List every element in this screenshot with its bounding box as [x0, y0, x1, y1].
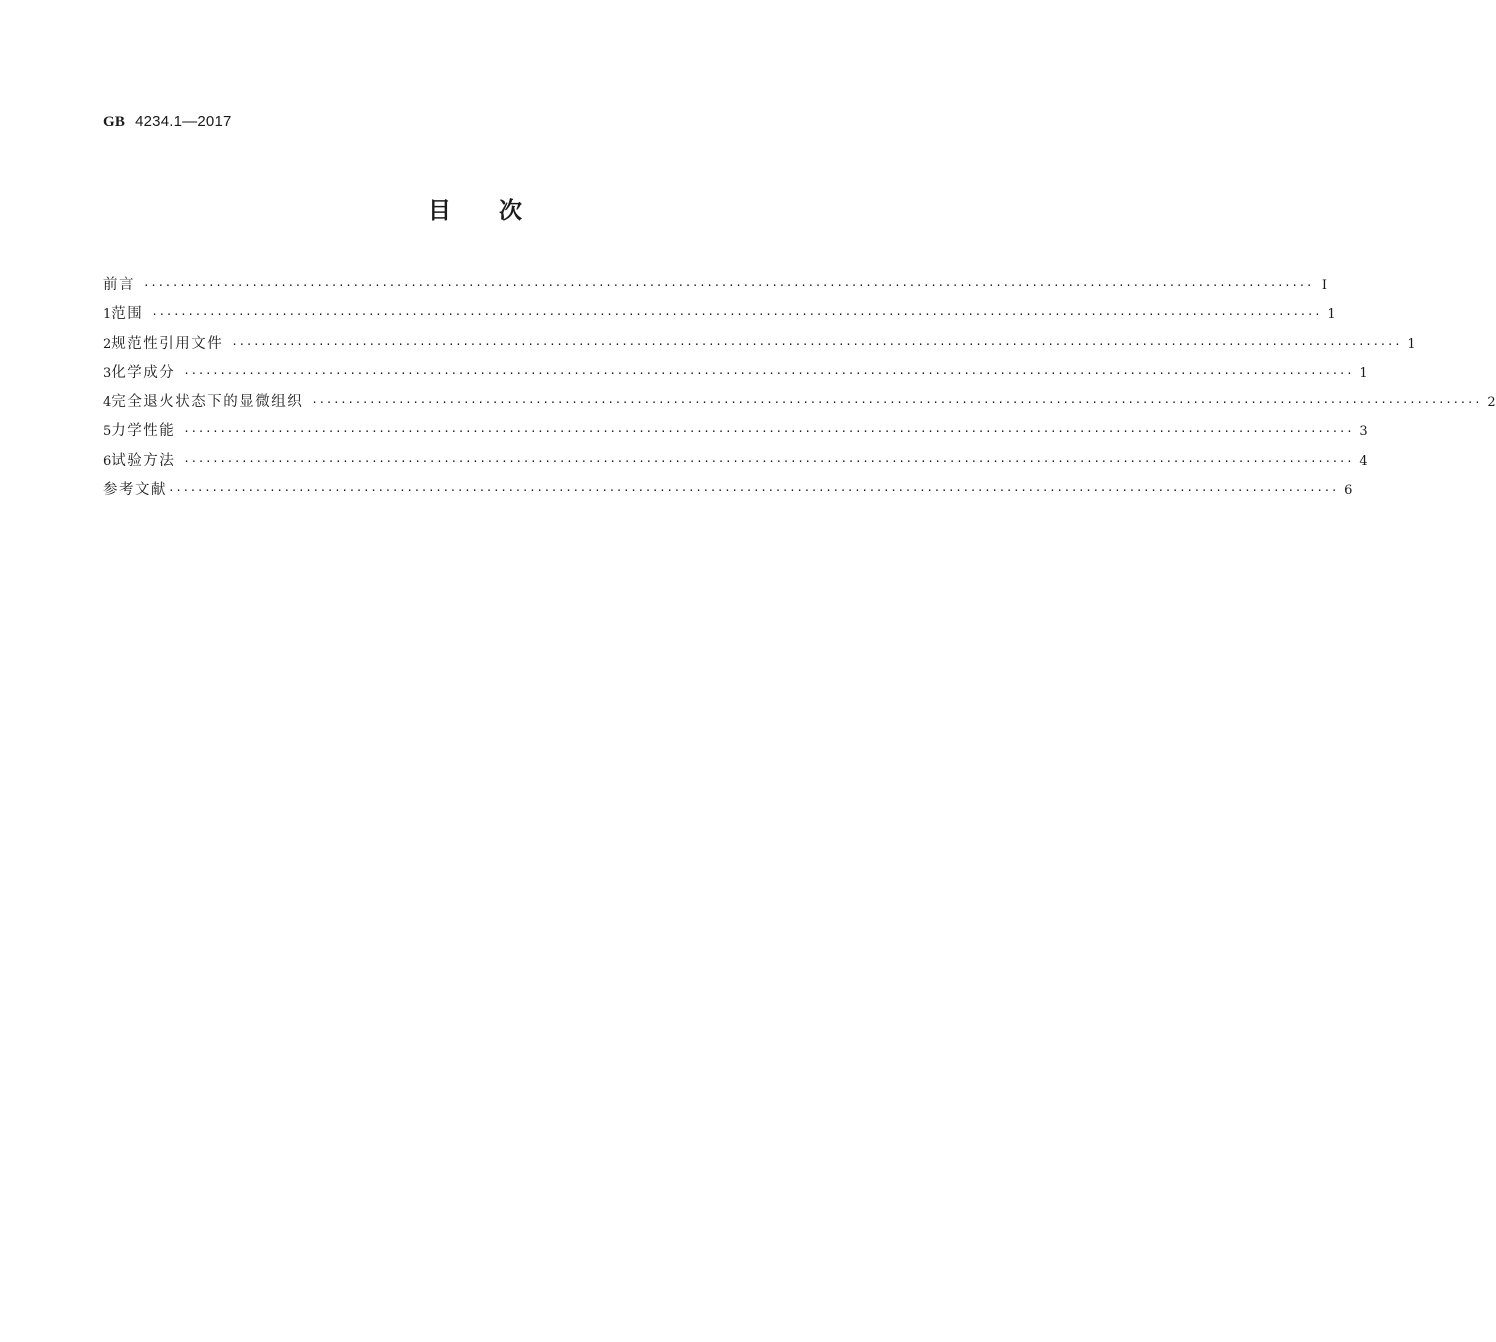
toc-entry-bibliography[interactable] — [103, 478, 1353, 507]
toc-entry-title: 规范性引用文件 — [111, 335, 224, 352]
toc-entry-microstructure[interactable] — [103, 390, 1496, 419]
toc-entry-page: 4 — [1359, 453, 1368, 469]
table-of-contents — [103, 273, 1496, 507]
standard-id: 4234.1—2017 — [135, 113, 232, 130]
toc-entry-foreword[interactable] — [103, 273, 1328, 302]
toc-entry-page: 1 — [1327, 307, 1336, 323]
toc-entry-title: 范围 — [111, 306, 144, 323]
toc-entry-title: 前言 — [103, 277, 135, 293]
toc-entry-test-methods[interactable] — [103, 449, 1368, 478]
title-char-1: 目 — [428, 198, 451, 224]
toc-leader-dots: ·································································································································································· — [311, 396, 1482, 410]
toc-entry-number: 4 — [103, 395, 112, 411]
title-char-2: 次 — [499, 198, 522, 224]
toc-entry-title: 化学成分 — [111, 364, 176, 381]
toc-entry-page: 1 — [1407, 336, 1416, 352]
page-title — [0, 192, 950, 225]
toc-leader-dots: ·································································································································································· — [151, 308, 1322, 322]
toc-entry-page: 6 — [1344, 483, 1353, 499]
toc-leader-dots: ·································································································································································· — [168, 484, 1339, 498]
toc-entry-scope[interactable] — [103, 302, 1336, 331]
standard-code: GB — [103, 114, 126, 130]
toc-entry-title: 完全退火状态下的显微组织 — [111, 394, 304, 411]
toc-leader-dots: ·································································································································································· — [183, 425, 1354, 439]
toc-entry-mechanical-properties[interactable] — [103, 419, 1368, 448]
toc-leader-dots: ·································································································································································· — [183, 454, 1354, 468]
toc-entry-title: 参考文献 — [103, 482, 167, 499]
toc-entry-page: Ⅰ — [1321, 278, 1328, 293]
standard-number — [103, 113, 232, 131]
toc-entry-number: 2 — [103, 336, 112, 352]
toc-leader-dots: ·································································································································································· — [231, 337, 1402, 351]
toc-leader-dots: ·································································································································································· — [143, 279, 1314, 292]
toc-entry-page: 1 — [1359, 365, 1368, 381]
toc-entry-page: 2 — [1487, 395, 1496, 411]
toc-entry-number: 1 — [103, 307, 112, 323]
toc-entry-title: 力学性能 — [111, 423, 176, 440]
toc-entry-number: 6 — [103, 453, 112, 469]
toc-entry-page: 3 — [1359, 424, 1368, 440]
toc-entry-chemical-composition[interactable] — [103, 361, 1368, 390]
toc-entry-title: 试验方法 — [111, 452, 176, 469]
toc-leader-dots: ·································································································································································· — [183, 366, 1354, 380]
toc-entry-normative-references[interactable] — [103, 332, 1416, 361]
toc-entry-number: 3 — [103, 365, 112, 381]
toc-entry-number: 5 — [103, 424, 112, 440]
